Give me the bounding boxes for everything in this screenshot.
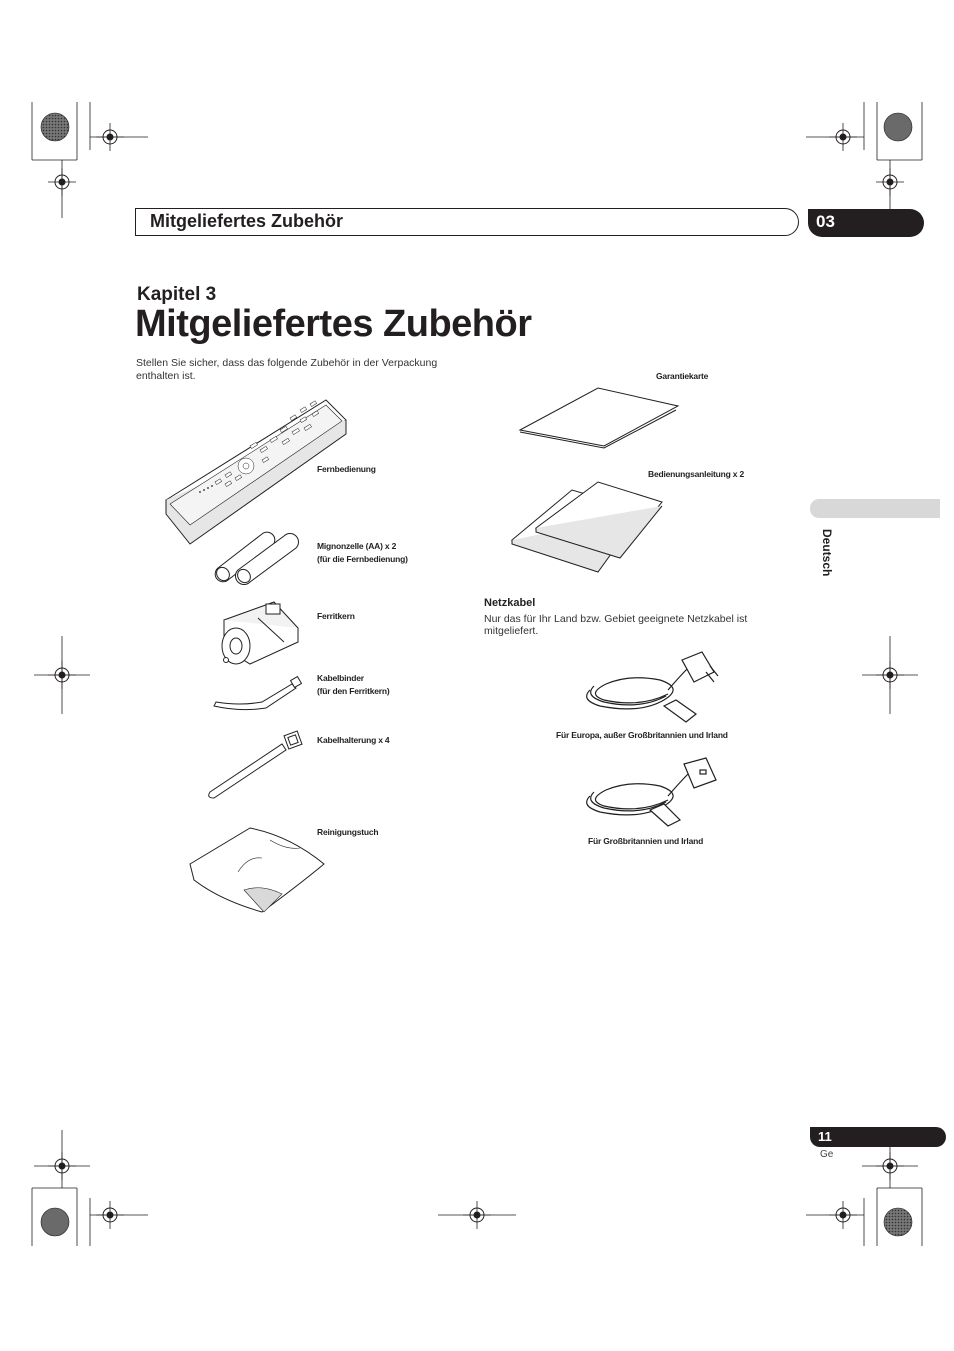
cable-tie-icon [214,677,301,710]
chapter-label: Kapitel 3 [137,284,217,305]
manual-icon [512,482,662,572]
caption-batteries-2: (für die Fernbedienung) [317,554,408,564]
cleaning-cloth-icon [190,828,324,912]
caption-ferrite: Ferritkern [317,611,355,621]
caption-cord-europe: Für Europa, außer Großbritannien und Irland [556,730,728,740]
caption-binder-1: Kabelbinder [317,673,364,683]
caption-remote: Fernbedienung [317,464,376,474]
page-title: Mitgeliefertes Zubehör [135,303,532,345]
chapter-number: 03 [816,212,835,231]
intro-text: Stellen Sie sicher, dass das folgende Zubehör in der Verpackung enthalten ist. [136,357,438,382]
caption-cloth: Reinigungstuch [317,827,379,837]
caption-binder-2: (für den Ferritkern) [317,686,390,696]
caption-warranty: Garantiekarte [656,371,709,381]
power-cord-uk-icon [587,758,716,826]
language-tab [810,499,940,518]
caption-batteries-1: Mignonzelle (AA) x 2 [317,541,397,551]
caption-holder: Kabelhalterung x 4 [317,735,390,745]
page-number: 11 [818,1129,832,1144]
header-section-title: Mitgeliefertes Zubehör [150,211,344,231]
caption-cord-uk: Für Großbritannien und Irland [588,836,704,846]
cable-holder-icon [209,731,302,798]
power-cord-text: Nur das für Ihr Land bzw. Gebiet geeignete Netzkabel ist mitgeliefert. [484,613,748,637]
language-label: Deutsch [820,529,834,577]
crop-marks [32,102,922,1246]
power-cord-europe-icon [587,652,718,722]
warranty-card-icon [520,388,678,448]
caption-manual: Bedienungsanleitung x 2 [648,469,744,479]
ferrite-core-icon [222,602,298,664]
page-lang-code: Ge [820,1149,834,1160]
color-target-icon [41,113,912,1236]
battery-icon [214,532,299,585]
power-cord-heading: Netzkabel [484,597,536,609]
